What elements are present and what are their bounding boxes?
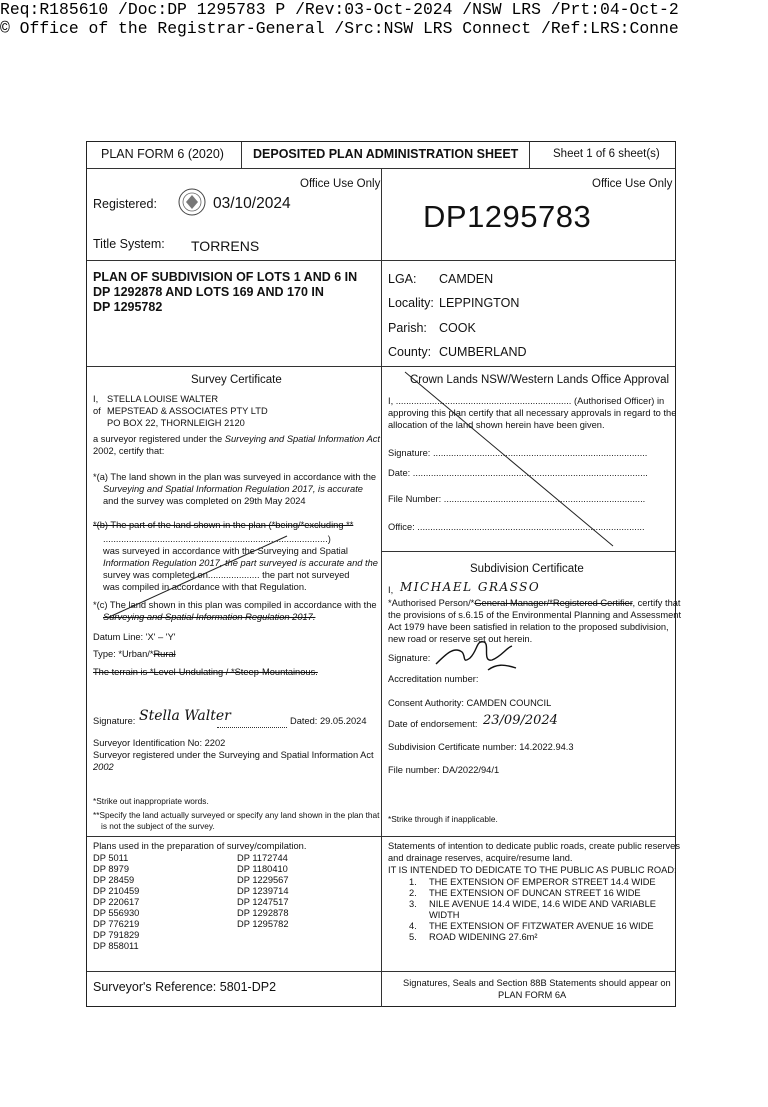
surveyor-firm: MEPSTEAD & ASSOCIATES PTY LTD xyxy=(107,406,268,416)
note-2: **Specify the land actually surveyed or specify any land shown in the plan that xyxy=(93,810,380,820)
header-line-1: Req:R185610 /Doc:DP 1295783 P /Rev:03-Oct-2024 /NSW LRS /Prt:04-Oct-2 xyxy=(0,0,679,19)
subdivision-signature-label: Signature: xyxy=(388,653,431,663)
survey-c-1: *(c) The land shown in this plan was compiled in accordance with the xyxy=(93,600,377,610)
survey-signature-label: Signature: xyxy=(93,716,136,726)
plan-ref: DP 776219 xyxy=(93,919,140,929)
survey-type xyxy=(93,649,176,660)
survey-a-2: Surveying and Spatial Information Regulation 2017, is accurate xyxy=(103,484,363,494)
plan-ref: DP 1247517 xyxy=(237,897,289,907)
crown-line-1: I, .................................................................... (Authorised Officer) in xyxy=(388,396,665,406)
signature-line xyxy=(217,717,287,728)
subdivision-para-2: the provisions of s.6.15 of the Environmental Planning and Assessment xyxy=(388,610,682,620)
endorsement-label: Date of endorsement: xyxy=(388,719,478,729)
consent-authority: Consent Authority: CAMDEN COUNCIL xyxy=(388,698,552,708)
subdivision-para-4: new road or reserve set out herein. xyxy=(388,634,533,644)
survey-i: I, xyxy=(93,394,99,404)
crown-signature: Signature: ................................................................................... xyxy=(388,448,648,458)
crown-line-3: allocation of the land shown herein have been given. xyxy=(388,420,605,430)
survey-b-6: was compiled in accordance with that Regulation. xyxy=(103,582,307,592)
plan-ref: DP 1239714 xyxy=(237,886,289,896)
subdivision-certificate-number: Subdivision Certificate number: 14.2022.94.3 xyxy=(388,742,574,752)
statement-item: 1. THE EXTENSION OF EMPEROR STREET 14.4 WIDE xyxy=(409,877,656,887)
statements-list xyxy=(409,877,656,943)
survey-b-3: was surveyed in accordance with the Surveying and Spatial xyxy=(103,546,348,556)
divider xyxy=(381,551,675,552)
parish-value: COOK xyxy=(439,321,476,335)
crown-office: Office: ........................................................................................ xyxy=(388,522,645,532)
divider xyxy=(529,142,530,168)
plan-ref: DP 556930 xyxy=(93,908,140,918)
sheet-title: DEPOSITED PLAN ADMINISTRATION SHEET xyxy=(253,147,519,161)
survey-a-1: *(a) The land shown in the plan was surveyed in accordance with the xyxy=(93,472,377,482)
plan-ref: DP 210459 xyxy=(93,886,140,896)
subdivision-role-3: , certify that xyxy=(632,598,681,608)
crown-file: File Number: .............................................................................. xyxy=(388,494,646,504)
survey-c-2: Surveying and Spatial Information Regulation 2017. xyxy=(103,612,316,622)
plan-title-line-2: DP 1292878 AND LOTS 169 AND 170 IN xyxy=(93,285,324,299)
document-header xyxy=(0,0,768,38)
survey-a-3: and the survey was completed on 29th May 2024 xyxy=(103,496,306,506)
statement-item: 5. ROAD WIDENING 27.6m² xyxy=(409,932,538,942)
statement-item: 3. NILE AVENUE 14.4 WIDE, 14.6 WIDE AND VARIABLE xyxy=(409,899,656,909)
survey-intro-act: Surveying and Spatial Information Act xyxy=(224,434,381,444)
office-use-label-left: Office Use Only xyxy=(300,178,381,190)
plans-column-2 xyxy=(237,853,289,930)
statement-item: 2. THE EXTENSION OF DUNCAN STREET 16 WIDE xyxy=(409,888,641,898)
lga-label: LGA: xyxy=(388,272,417,286)
county-label: County: xyxy=(388,345,432,359)
accreditation-label: Accreditation number: xyxy=(388,674,479,684)
survey-type-rural: Rural xyxy=(153,649,176,659)
surveyor-registered-1: Surveyor registered under the Surveying and Spatial Information Act xyxy=(93,750,374,760)
surveyor-address: PO BOX 22, THORNLEIGH 2120 xyxy=(107,418,245,428)
plan-ref: DP 5011 xyxy=(93,853,129,863)
survey-intro-2: 2002, certify that: xyxy=(93,446,165,456)
plans-heading: Plans used in the preparation of survey/compilation. xyxy=(93,841,307,851)
lga-value: CAMDEN xyxy=(439,272,494,286)
survey-b-2: .......................................................................................) xyxy=(103,534,331,544)
divider xyxy=(381,168,382,366)
surveyor-name: STELLA LOUISE WALTER xyxy=(107,394,219,404)
registered-date: 03/10/2024 xyxy=(213,195,291,212)
survey-b-1: *(b) The part of the land shown in the plan (*being/*excluding ** xyxy=(93,520,354,530)
subdivision-file-number: File number: DA/2022/94/1 xyxy=(388,765,500,775)
survey-of: of xyxy=(93,406,101,416)
datum-line: Datum Line: 'X' – 'Y' xyxy=(93,632,176,642)
strike-through-mark xyxy=(87,522,381,622)
statements-intro-3: IT IS INTENDED TO DEDICATE TO THE PUBLIC AS PUBLIC ROAD: xyxy=(388,865,677,875)
statement-item: WIDTH xyxy=(429,910,460,920)
terrain: The terrain is *Level-Undulating / *Steep-Mountainous. xyxy=(93,667,318,677)
plan-ref: DP 858011 xyxy=(93,941,139,951)
surveyors-reference: Surveyor's Reference: 5801-DP2 xyxy=(93,980,277,994)
divider xyxy=(87,260,675,261)
dp-number: DP1295783 xyxy=(423,199,592,234)
survey-intro-1: a surveyor registered under the xyxy=(93,434,223,444)
plan-ref: DP 8979 xyxy=(93,864,130,874)
signatures-note-1: Signatures, Seals and Section 88B Statements should appear on xyxy=(403,978,671,988)
statements-intro-2: and drainage reserves, acquire/resume land. xyxy=(388,853,573,863)
crown-date: Date: ........................................................................................... xyxy=(388,468,648,478)
subdivision-para-1 xyxy=(388,598,681,609)
plan-form xyxy=(86,141,682,1007)
plan-ref: DP 28459 xyxy=(93,875,135,885)
subdivision-role-2: General Manager/*Registered Certifier xyxy=(474,598,633,608)
statements-intro-1: Statements of intention to dedicate public roads, create public reserves xyxy=(388,841,680,851)
statement-item: 4. THE EXTENSION OF FITZWATER AVENUE 16 WIDE xyxy=(409,921,654,931)
surveyor-registered-2: 2002 xyxy=(93,762,114,772)
survey-signature: Stella Walter xyxy=(139,708,231,724)
parish-label: Parish: xyxy=(388,321,427,335)
plan-title-line-3: DP 1295782 xyxy=(93,300,163,314)
subdivision-para-3: Act 1979 have been satisfied in relation to the proposed subdivision, xyxy=(388,622,669,632)
survey-b-5: survey was completed on.................... the part not surveyed xyxy=(103,570,350,580)
office-use-label-right: Office Use Only xyxy=(592,178,673,190)
note-3: is not the subject of the survey. xyxy=(101,821,215,831)
header-line-2: © Office of the Registrar-General /Src:NSW LRS Connect /Ref:LRS:Conne xyxy=(0,19,679,38)
survey-heading: Survey Certificate xyxy=(191,374,282,386)
plan-ref: DP 1172744 xyxy=(237,853,288,863)
locality-label: Locality: xyxy=(388,296,434,310)
survey-type-label: Type: *Urban/* xyxy=(93,649,154,659)
crown-heading: Crown Lands NSW/Western Lands Office Approval xyxy=(410,374,670,386)
divider xyxy=(87,971,675,972)
plan-ref: DP 791829 xyxy=(93,930,140,940)
plan-ref: DP 1229567 xyxy=(237,875,289,885)
form-number: PLAN FORM 6 (2020) xyxy=(101,147,224,161)
plan-ref: DP 1292878 xyxy=(237,908,289,918)
survey-dated: Dated: 29.05.2024 xyxy=(290,716,367,726)
registered-label: Registered: xyxy=(93,197,157,211)
crown-line-2: approving this plan certify that all necessary approvals in regard to the xyxy=(388,408,677,418)
subdivision-heading: Subdivision Certificate xyxy=(470,563,584,575)
surveyor-id: Surveyor Identification No: 2202 xyxy=(93,738,226,748)
county-value: CUMBERLAND xyxy=(439,345,527,359)
title-system-value: TORRENS xyxy=(191,238,260,254)
plan-ref: DP 1180410 xyxy=(237,864,288,874)
title-system-label: Title System: xyxy=(93,237,165,251)
endorsement-date: 23/09/2024 xyxy=(483,713,558,728)
plan-ref: DP 220617 xyxy=(93,897,140,907)
subdivision-role-1: *Authorised Person/* xyxy=(388,598,475,608)
divider xyxy=(87,836,675,837)
note-1: *Strike out inappropriate words. xyxy=(93,796,209,806)
crown-strike-mark xyxy=(381,370,675,550)
plans-column-1 xyxy=(93,853,139,952)
sheet-count: Sheet 1 of 6 sheet(s) xyxy=(553,148,660,160)
plan-title xyxy=(93,270,357,315)
signatures-note-2: PLAN FORM 6A xyxy=(498,990,567,1000)
plan-title-line-1: PLAN OF SUBDIVISION OF LOTS 1 AND 6 IN xyxy=(93,270,358,284)
subdivision-note: *Strike through if inapplicable. xyxy=(388,814,498,824)
survey-b-4: Information Regulation 2017, the part surveyed is accurate and the xyxy=(103,558,378,568)
plan-ref: DP 1295782 xyxy=(237,919,289,929)
subdivision-name: MICHAEL GRASSO xyxy=(400,580,541,594)
divider xyxy=(241,142,242,168)
registrar-seal xyxy=(177,184,207,220)
survey-intro xyxy=(93,434,380,445)
subdivision-i: I, xyxy=(388,585,394,595)
locality-value: LEPPINGTON xyxy=(439,296,520,310)
